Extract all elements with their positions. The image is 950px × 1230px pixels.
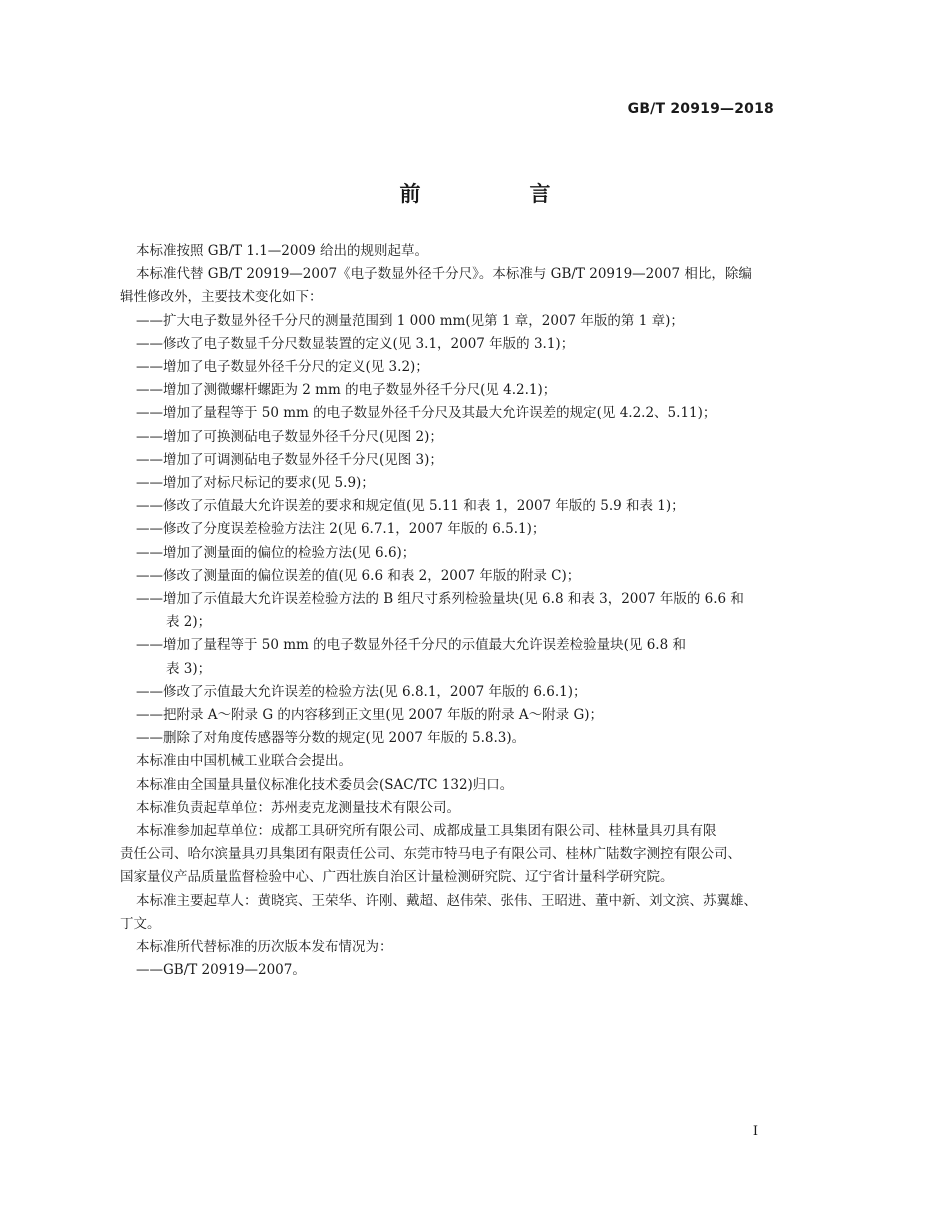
participants-line2: 责任公司、哈尔滨量具刃具集团有限责任公司、东莞市特马电子有限公司、桂林广陆数字测控有限公司、: [120, 846, 741, 863]
change-item: ——删除了对角度传感器等分数的规定(见 2007 年版的 5.8.3)。: [136, 730, 526, 747]
change-item: ——增加了电子数显外径千分尺的定义(见 3.2)；: [136, 359, 429, 376]
change-item: ——修改了测量面的偏位误差的值(见 6.6 和表 2，2007 年版的附录 C)；: [136, 567, 581, 584]
foreword-body: [120, 240, 776, 983]
page-title: 前 言: [399, 182, 595, 206]
participants-line1: 本标准参加起草单位：成都工具研究所有限公司、成都成量工具集团有限公司、桂林量具刃具有限: [136, 823, 717, 840]
change-item: ——增加了对标尺标记的要求(见 5.9)；: [136, 475, 375, 492]
authors-line1: 本标准主要起草人：黄晓宾、王荣华、许刚、戴超、赵伟荣、张伟、王昭进、董中新、刘文滨、苏翼雄、: [136, 892, 757, 909]
change-item: ——增加了可换测砧电子数显外径千分尺(见图 2)；: [136, 428, 443, 445]
change-item-wrapped-line2: 表 2)；: [166, 614, 212, 631]
change-item: ——修改了示值最大允许误差的要求和规定值(见 5.11 和表 1，2007 年版的 5.9 和表 1)；: [136, 498, 685, 515]
document-code: GB/T 20919—2018: [627, 101, 774, 117]
change-item: ——增加了测量面的偏位的检验方法(见 6.6)；: [136, 544, 416, 561]
page-number: I: [752, 1124, 758, 1139]
change-item: ——修改了示值最大允许误差的检验方法(见 6.8.1，2007 年版的 6.6.1)；: [136, 683, 587, 700]
change-item: ——增加了测微螺杆螺距为 2 mm 的电子数显外径千分尺(见 4.2.1)；: [136, 382, 557, 399]
participants-line3: 国家量仪产品质量监督检验中心、广西壮族自治区计量检测研究院、辽宁省计量科学研究院。: [120, 869, 674, 886]
change-item: ——把附录 A～附录 G 的内容移到正文里(见 2007 年版的附录 A～附录 G)；: [136, 707, 603, 724]
change-item-wrapped-line2: 表 3)；: [166, 660, 212, 677]
change-item: ——增加了量程等于 50 mm 的电子数显外径千分尺及其最大允许误差的规定(见 4.2.2、5.11)；: [136, 405, 717, 422]
authors-line2: 丁文。: [120, 915, 161, 932]
drafter-paragraph: 本标准负责起草单位：苏州麦克龙测量技术有限公司。: [136, 799, 460, 816]
change-item: ——扩大电子数显外径千分尺的测量范围到 1 000 mm(见第 1 章，2007 年版的第 1 章)；: [136, 312, 684, 329]
change-item: ——修改了分度误差检验方法注 2(见 6.7.1，2007 年版的 6.5.1)；: [136, 521, 546, 538]
replacement-paragraph-line1: 本标准代替 GB/T 20919—2007《电子数显外径千分尺》。本标准与 GB/T 20919—2007 相比，除编: [136, 266, 752, 283]
replacement-paragraph-line2: 辑性修改外，主要技术变化如下：: [120, 289, 323, 306]
change-item-wrapped-line1: ——增加了量程等于 50 mm 的电子数显外径千分尺的示值最大允许误差检验量块(见 6.8 和: [136, 637, 686, 654]
history-intro: 本标准所代替标准的历次版本发布情况为：: [136, 939, 393, 956]
change-item: ——增加了可调测砧电子数显外径千分尺(见图 3)；: [136, 451, 443, 468]
proposer-paragraph: 本标准由中国机械工业联合会提出。: [136, 753, 352, 770]
change-item: ——修改了电子数显千分尺数显装置的定义(见 3.1，2007 年版的 3.1)；: [136, 335, 575, 352]
drafting-rule-paragraph: 本标准按照 GB/T 1.1—2009 给出的规则起草。: [136, 243, 428, 259]
history-item: ——GB/T 20919—2007。: [136, 962, 306, 979]
committee-paragraph: 本标准由全国量具量仪标准化技术委员会(SAC/TC 132)归口。: [136, 776, 514, 793]
change-item-wrapped-line1: ——增加了示值最大允许误差检验方法的 B 组尺寸系列检验量块(见 6.8 和表 3，2007 年版的 6.6 和: [136, 591, 744, 608]
